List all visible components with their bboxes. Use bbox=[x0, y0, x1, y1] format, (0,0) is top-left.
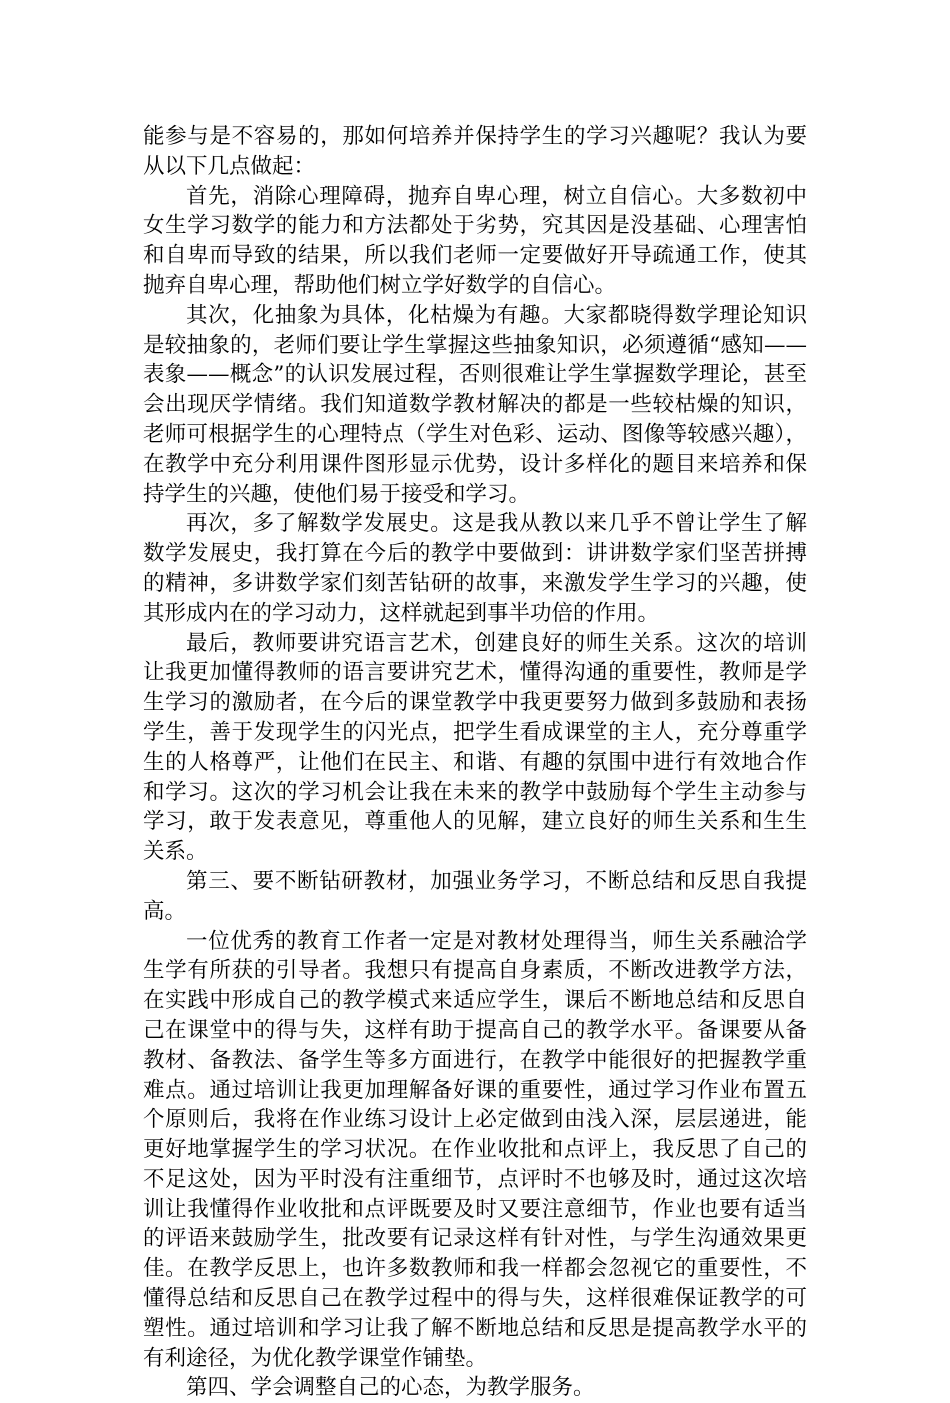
paragraph-second-point: 其次，化抽象为具体，化枯燥为有趣。大家都晓得数学理论知识是较抽象的，老师们要让学生掌握这些抽象知识，必须遵循“感知——表象——概念”的认识发展过程，否则很难让学生掌握数学理论，甚至会出现厌学情绪。我们知道数学教材解决的都是一些较枯燥的知识，老师可根据学生的心理特点（学生对色彩、运动、图像等较感兴趣），在教学中充分利用课件图形显示优势，设计多样化的题目来培养和保持学生的兴趣，使他们易于接受和学习。 bbox=[143, 302, 807, 507]
document-body bbox=[143, 122, 807, 1403]
paragraph-first-point: 首先，消除心理障碍，抛弃自卑心理，树立自信心。大多数初中女生学习数学的能力和方法都处于劣势，究其因是没基础、心理害怕和自卑而导致的结果，所以我们老师一定要做好开导疏通工作，使其抛弃自卑心理，帮助他们树立学好数学的自信心。 bbox=[143, 183, 807, 298]
section-heading-fourth: 第四、学会调整自己的心态，为教学服务。 bbox=[186, 1375, 595, 1401]
paragraph-last-point: 最后，教师要讲究语言艺术，创建良好的师生关系。这次的培训让我更加懂得教师的语言要讲究艺术，懂得沟通的重要性，教师是学生学习的激励者，在今后的课堂教学中我更要努力做到多鼓励和表扬学生，善于发现学生的闪光点，把学生看成课堂的主人，充分尊重学生的人格尊严，让他们在民主、和谐、有趣的氛围中进行有效地合作和学习。这次的学习机会让我在未来的教学中鼓励每个学生主动参与学习，敢于发表意见，尊重他人的见解，建立良好的师生关系和生生关系。 bbox=[143, 630, 807, 865]
section-heading-third: 第三、要不断钻研教材，加强业务学习，不断总结和反思自我提高。 bbox=[143, 868, 807, 924]
paragraph-section-three-body: 一位优秀的教育工作者一定是对教材处理得当，师生关系融洽学生学有所获的引导者。我想只有提高自身素质，不断改进教学方法，在实践中形成自己的教学模式来适应学生，课后不断地总结和反思自己在课堂中的得与失，这样有助于提高自己的教学水平。备课要从备教材、备教法、备学生等多方面进行，在教学中能很好的把握教学重难点。通过培训让我更加理解备好课的重要性，通过学习作业布置五个原则后，我将在作业练习设计上必定做到由浅入深，层层递进，能更好地掌握学生的学习状况。在作业收批和点评上，我反思了自己的不足这处，因为平时没有注重细节，点评时不也够及时，通过这次培训让我懂得作业收批和点评既要及时又要注意细节，作业也要有适当的评语来鼓励学生，批改要有记录这样有针对性，与学生沟通效果更佳。在教学反思上，也许多数教师和我一样都会忽视它的重要性，不懂得总结和反思自己在教学过程中的得与失，这样很难保证教学的可塑性。通过培训和学习让我了解不断地总结和反思是提高教学水平的有利途径，为优化教学课堂作铺垫。 bbox=[143, 928, 807, 1371]
paragraph-continuation: 能参与是不容易的，那如何培养并保持学生的学习兴趣呢？我认为要从以下几点做起： bbox=[143, 124, 807, 179]
paragraph-third-point: 再次，多了解数学发展史。这是我从教以来几乎不曾让学生了解数学发展史，我打算在今后的教学中要做到：讲讲数学家们坚苦拼搏的精神，多讲数学家们刻苦钻研的故事，来激发学生学习的兴趣，使其形成内在的学习动力，这样就起到事半功倍的作用。 bbox=[143, 511, 807, 626]
